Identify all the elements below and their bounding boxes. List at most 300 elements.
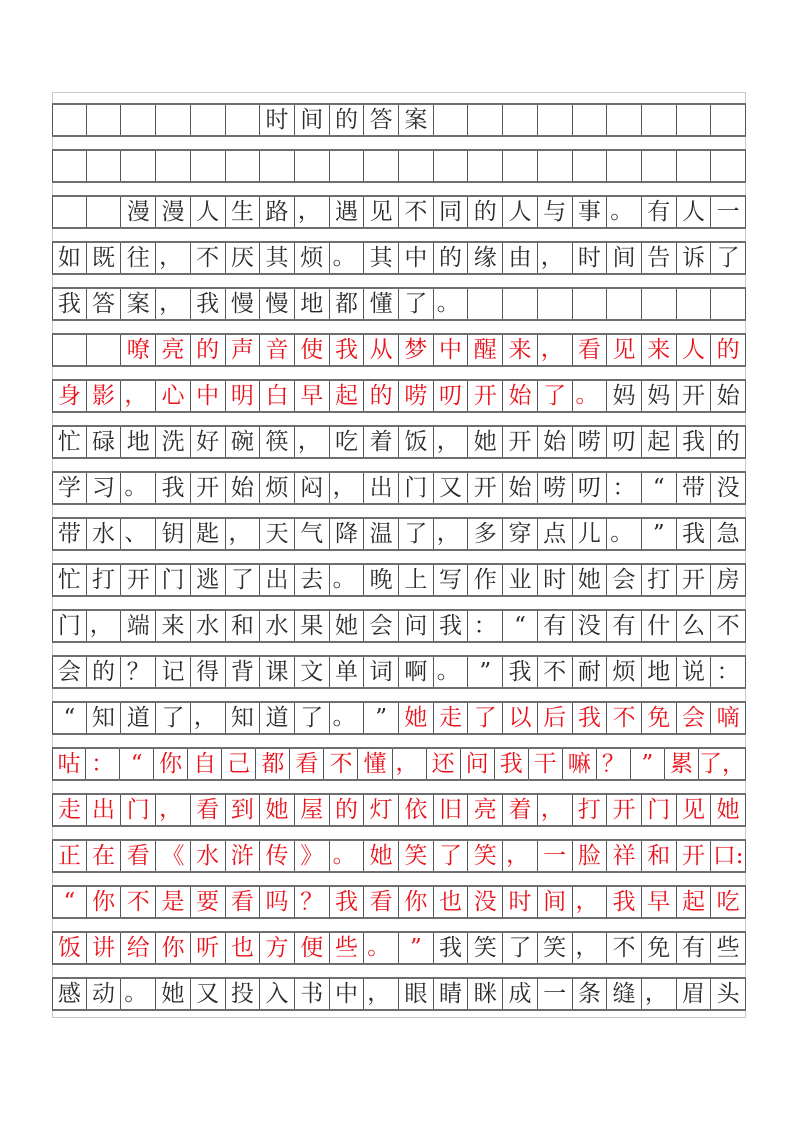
grid-cell: 案 bbox=[121, 289, 156, 319]
grid-cell: 没 bbox=[573, 611, 608, 641]
grid-cell: 她 bbox=[573, 565, 608, 595]
grid-cell: 间 bbox=[607, 243, 642, 273]
grid-cell: 课 bbox=[260, 657, 295, 687]
title-cell: 的 bbox=[330, 105, 365, 135]
grid-cell: 给 bbox=[121, 933, 156, 963]
grid-cell: 头 bbox=[711, 979, 746, 1009]
grid-row bbox=[52, 885, 746, 919]
grid-cell: 眉 bbox=[677, 979, 712, 1009]
title-cell bbox=[87, 105, 122, 135]
grid-cell: 笑 bbox=[538, 933, 573, 963]
grid-cell: 温 bbox=[364, 519, 399, 549]
grid-cell: 看 bbox=[121, 841, 156, 871]
grid-cell: 地 bbox=[642, 657, 677, 687]
grid-cell: ： bbox=[607, 473, 642, 503]
grid-cell: 看 bbox=[191, 795, 226, 825]
grid-cell: 我 bbox=[677, 427, 712, 457]
grid-cell bbox=[87, 335, 122, 365]
grid-cell: 从 bbox=[364, 335, 399, 365]
grid-cell: 。 bbox=[573, 381, 608, 411]
grid-cell: ， bbox=[573, 887, 608, 917]
grid-cell: 看 bbox=[226, 887, 261, 917]
grid-cell: 妈 bbox=[642, 381, 677, 411]
grid-cell: 些 bbox=[330, 933, 365, 963]
grid-cell: 得 bbox=[191, 657, 226, 687]
grid-cell: “ bbox=[642, 473, 677, 503]
grid-cell: 事 bbox=[573, 197, 608, 227]
grid-row bbox=[52, 379, 746, 413]
grid-row bbox=[52, 977, 746, 1011]
grid-cell: 讲 bbox=[87, 933, 122, 963]
grid-row bbox=[52, 793, 746, 827]
grid-cell: 开 bbox=[191, 473, 226, 503]
grid-cell: ， bbox=[434, 519, 469, 549]
grid-cell: 我 bbox=[573, 703, 608, 733]
grid-cell: 吃 bbox=[330, 427, 365, 457]
grid-cell: 还 bbox=[427, 749, 461, 779]
title-cell bbox=[642, 105, 677, 135]
grid-cell: 忙 bbox=[52, 565, 87, 595]
grid-cell: 影 bbox=[87, 381, 122, 411]
grid-cell: 你 bbox=[399, 887, 434, 917]
grid-cell: 我 bbox=[191, 289, 226, 319]
grid-cell: 习 bbox=[87, 473, 122, 503]
grid-cell: 业 bbox=[503, 565, 538, 595]
grid-cell: 使 bbox=[295, 335, 330, 365]
grid-cell: ” bbox=[642, 519, 677, 549]
grid-cell: 也 bbox=[226, 933, 261, 963]
grid-cell: 不 bbox=[121, 887, 156, 917]
grid-cell: 她 bbox=[156, 979, 191, 1009]
grid-cell bbox=[607, 151, 642, 181]
grid-cell: 带 bbox=[677, 473, 712, 503]
grid-cell bbox=[711, 289, 746, 319]
grid-cell: 么 bbox=[677, 611, 712, 641]
grid-cell: 见 bbox=[607, 335, 642, 365]
grid-cell: 没 bbox=[711, 473, 746, 503]
grid-cell bbox=[607, 289, 642, 319]
grid-cell: 有 bbox=[642, 197, 677, 227]
grid-cell: 、 bbox=[121, 519, 156, 549]
grid-cell: 。 bbox=[121, 473, 156, 503]
grid-cell: 出 bbox=[260, 565, 295, 595]
grid-cell: 始 bbox=[503, 473, 538, 503]
title-cell bbox=[538, 105, 573, 135]
grid-cell: 开 bbox=[468, 473, 503, 503]
grid-cell: “ bbox=[52, 887, 87, 917]
grid-cell: 了 bbox=[399, 289, 434, 319]
grid-cell: 己 bbox=[222, 749, 256, 779]
grid-cell: 道 bbox=[260, 703, 295, 733]
grid-cell: 耐 bbox=[573, 657, 608, 687]
title-cell: 案 bbox=[399, 105, 434, 135]
grid-cell: 。 bbox=[121, 979, 156, 1009]
grid-cell: ？ bbox=[121, 657, 156, 687]
grid-cell: 其 bbox=[260, 243, 295, 273]
grid-cell: 后 bbox=[538, 703, 573, 733]
title-cell bbox=[52, 105, 87, 135]
grid-cell bbox=[642, 289, 677, 319]
grid-cell: 答 bbox=[87, 289, 122, 319]
grid-cell: 水 bbox=[87, 519, 122, 549]
grid-row bbox=[52, 333, 746, 367]
grid-cell: 开 bbox=[677, 841, 712, 871]
title-cell bbox=[434, 105, 469, 135]
grid-cell: 旧 bbox=[434, 795, 469, 825]
grid-cell: 烦 bbox=[607, 657, 642, 687]
grid-cell: 不 bbox=[191, 243, 226, 273]
grid-cell: 她 bbox=[399, 703, 434, 733]
grid-cell bbox=[52, 151, 87, 181]
grid-cell: 你 bbox=[154, 749, 188, 779]
grid-cell: 降 bbox=[330, 519, 365, 549]
grid-cell: 时 bbox=[503, 887, 538, 917]
grid-cell: 了 bbox=[399, 519, 434, 549]
grid-cell: 了， bbox=[699, 749, 746, 779]
title-row bbox=[52, 103, 746, 137]
grid-cell: 一 bbox=[711, 197, 746, 227]
grid-cell: 门 bbox=[642, 795, 677, 825]
grid-cell bbox=[677, 151, 712, 181]
grid-cell: 是 bbox=[156, 887, 191, 917]
grid-cell: ？ bbox=[295, 887, 330, 917]
grid-cell: 明 bbox=[226, 381, 261, 411]
grid-cell: 有 bbox=[607, 611, 642, 641]
grid-cell: 便 bbox=[295, 933, 330, 963]
grid-cell: ” bbox=[399, 933, 434, 963]
grid-cell: 其 bbox=[364, 243, 399, 273]
grid-cell: 嘛 bbox=[563, 749, 597, 779]
grid-cell: 多 bbox=[468, 519, 503, 549]
grid-cell bbox=[503, 151, 538, 181]
grid-cell: 干 bbox=[529, 749, 563, 779]
grid-cell: 。 bbox=[330, 703, 365, 733]
grid-cell: 记 bbox=[156, 657, 191, 687]
grid-cell: 到 bbox=[226, 795, 261, 825]
title-cell bbox=[156, 105, 191, 135]
grid-cell: 着 bbox=[364, 427, 399, 457]
grid-cell: 知 bbox=[226, 703, 261, 733]
grid-cell: 儿 bbox=[573, 519, 608, 549]
grid-cell: ” bbox=[468, 657, 503, 687]
grid-cell: 诉 bbox=[677, 243, 712, 273]
grid-cell: 叨 bbox=[607, 427, 642, 457]
grid-cell: 都 bbox=[256, 749, 290, 779]
grid-cell: 脸 bbox=[573, 841, 608, 871]
grid-cell: 和 bbox=[642, 841, 677, 871]
title-cell: 时 bbox=[260, 105, 295, 135]
grid-row bbox=[52, 287, 746, 321]
grid-cell: 往 bbox=[121, 243, 156, 273]
grid-cell: 开 bbox=[503, 427, 538, 457]
grid-cell: ， bbox=[503, 841, 538, 871]
grid-cell bbox=[538, 289, 573, 319]
grid-cell: “ bbox=[503, 611, 538, 641]
grid-cell: ” bbox=[364, 703, 399, 733]
grid-cell: 知 bbox=[87, 703, 122, 733]
grid-cell: 开 bbox=[121, 565, 156, 595]
grid-row bbox=[52, 563, 746, 597]
grid-cell: ？ bbox=[597, 749, 631, 779]
grid-cell bbox=[226, 151, 261, 181]
grid-cell bbox=[677, 289, 712, 319]
grid-cell: 她 bbox=[330, 611, 365, 641]
grid-cell: 一 bbox=[538, 841, 573, 871]
grid-cell: 亮 bbox=[156, 335, 191, 365]
grid-cell: 条 bbox=[573, 979, 608, 1009]
grid-row bbox=[52, 701, 746, 735]
grid-cell: 方 bbox=[260, 933, 295, 963]
grid-cell: 词 bbox=[364, 657, 399, 687]
grid-cell: 投 bbox=[226, 979, 261, 1009]
grid-cell: 看 bbox=[290, 749, 324, 779]
title-cell bbox=[677, 105, 712, 135]
grid-cell: 正 bbox=[52, 841, 87, 871]
grid-cell: 。 bbox=[330, 243, 365, 273]
grid-cell: 我 bbox=[607, 887, 642, 917]
grid-cell: 的 bbox=[434, 243, 469, 273]
grid-cell: 不 bbox=[538, 657, 573, 687]
grid-cell: 钥 bbox=[156, 519, 191, 549]
grid-cell: 亮 bbox=[468, 795, 503, 825]
grid-cell: 白 bbox=[260, 381, 295, 411]
title-cell bbox=[121, 105, 156, 135]
grid-cell: 。 bbox=[434, 289, 469, 319]
grid-row bbox=[52, 747, 746, 781]
grid-cell: 忙 bbox=[52, 427, 87, 457]
grid-cell: 水 bbox=[191, 611, 226, 641]
grid-cell: 我 bbox=[156, 473, 191, 503]
grid-cell: 。 bbox=[607, 519, 642, 549]
grid-cell: 免 bbox=[642, 703, 677, 733]
title-cell bbox=[468, 105, 503, 135]
grid-cell bbox=[260, 151, 295, 181]
grid-cell: 书 bbox=[295, 979, 330, 1009]
grid-cell: 中 bbox=[434, 335, 469, 365]
grid-cell: ， bbox=[156, 243, 191, 273]
grid-cell: 水 bbox=[260, 611, 295, 641]
grid-cell: 睛 bbox=[434, 979, 469, 1009]
grid-cell: 的 bbox=[191, 335, 226, 365]
grid-cell bbox=[434, 151, 469, 181]
grid-cell: 了 bbox=[538, 381, 573, 411]
grid-cell: 早 bbox=[642, 887, 677, 917]
grid-cell: 啊 bbox=[399, 657, 434, 687]
grid-cell: 笑 bbox=[468, 841, 503, 871]
grid-cell: 着 bbox=[503, 795, 538, 825]
grid-cell: 她 bbox=[711, 795, 746, 825]
grid-cell: 眼 bbox=[399, 979, 434, 1009]
grid-cell: 。 bbox=[434, 657, 469, 687]
grid-cell bbox=[399, 151, 434, 181]
grid-cell: 笑 bbox=[399, 841, 434, 871]
grid-cell bbox=[191, 151, 226, 181]
grid-row bbox=[52, 517, 746, 551]
grid-cell: 一 bbox=[538, 979, 573, 1009]
grid-cell: 开 bbox=[677, 381, 712, 411]
grid-cell bbox=[538, 151, 573, 181]
grid-cell bbox=[642, 151, 677, 181]
grid-cell: 我 bbox=[677, 519, 712, 549]
grid-cell: 了 bbox=[468, 703, 503, 733]
grid-cell: 她 bbox=[364, 841, 399, 871]
title-cell: 答 bbox=[364, 105, 399, 135]
grid-cell: 祥 bbox=[607, 841, 642, 871]
grid-cell: 打 bbox=[573, 795, 608, 825]
grid-cell: 的 bbox=[330, 795, 365, 825]
title-cell bbox=[191, 105, 226, 135]
grid-cell: 气 bbox=[295, 519, 330, 549]
grid-cell: 背 bbox=[226, 657, 261, 687]
grid-row bbox=[52, 655, 746, 689]
grid-cell: 单 bbox=[330, 657, 365, 687]
grid-cell: 问 bbox=[399, 611, 434, 641]
grid-cell: 时 bbox=[538, 565, 573, 595]
grid-cell: 起 bbox=[677, 887, 712, 917]
grid-cell: 饭 bbox=[52, 933, 87, 963]
grid-cell: 咕 bbox=[52, 749, 86, 779]
grid-cell: 好 bbox=[191, 427, 226, 457]
grid-cell: ， bbox=[573, 933, 608, 963]
grid-cell: 唠 bbox=[538, 473, 573, 503]
grid-cell: 看 bbox=[573, 335, 608, 365]
grid-cell bbox=[330, 151, 365, 181]
grid-cell: 会 bbox=[364, 611, 399, 641]
grid-cell: 打 bbox=[87, 565, 122, 595]
grid-cell: 问 bbox=[461, 749, 495, 779]
grid-cell: 缝 bbox=[607, 979, 642, 1009]
grid-cell: 灯 bbox=[364, 795, 399, 825]
grid-cell: 了 bbox=[434, 841, 469, 871]
title-cell bbox=[711, 105, 746, 135]
grid-cell: 梦 bbox=[399, 335, 434, 365]
grid-row bbox=[52, 839, 746, 873]
grid-cell: 自 bbox=[188, 749, 222, 779]
grid-cell: 文 bbox=[295, 657, 330, 687]
grid-cell: 动 bbox=[87, 979, 122, 1009]
grid-cell: 嘀 bbox=[711, 703, 746, 733]
grid-cell: 听 bbox=[191, 933, 226, 963]
grid-cell: 慢 bbox=[260, 289, 295, 319]
grid-cell: 告 bbox=[642, 243, 677, 273]
grid-row bbox=[52, 931, 746, 965]
grid-cell bbox=[156, 151, 191, 181]
grid-cell: 如 bbox=[52, 243, 87, 273]
grid-cell: 始 bbox=[226, 473, 261, 503]
title-cell bbox=[503, 105, 538, 135]
grid-cell: 会 bbox=[607, 565, 642, 595]
grid-cell: 看 bbox=[364, 887, 399, 917]
grid-cell bbox=[364, 151, 399, 181]
grid-cell: 了 bbox=[711, 243, 746, 273]
grid-cell: 吃 bbox=[711, 887, 746, 917]
grid-cell: 的 bbox=[364, 381, 399, 411]
grid-cell: 吗 bbox=[260, 887, 295, 917]
grid-row bbox=[52, 241, 746, 275]
grid-cell: 》 bbox=[295, 841, 330, 871]
grid-cell: 唠 bbox=[399, 381, 434, 411]
grid-cell: ， bbox=[393, 749, 427, 779]
grid-cell: 人 bbox=[503, 197, 538, 227]
grid-cell: 起 bbox=[642, 427, 677, 457]
grid-cell: ， bbox=[538, 795, 573, 825]
grid-cell: 既 bbox=[87, 243, 122, 273]
grid-cell: ， bbox=[295, 427, 330, 457]
grid-cell: 以 bbox=[503, 703, 538, 733]
grid-cell: 门 bbox=[121, 795, 156, 825]
grid-cell: 洗 bbox=[156, 427, 191, 457]
grid-cell: 出 bbox=[364, 473, 399, 503]
grid-cell bbox=[295, 151, 330, 181]
grid-cell: 不 bbox=[607, 933, 642, 963]
grid-cell: 口: bbox=[711, 841, 746, 871]
grid-cell: 穿 bbox=[503, 519, 538, 549]
grid-cell: 传 bbox=[260, 841, 295, 871]
grid-cell: 不 bbox=[399, 197, 434, 227]
grid-cell: ， bbox=[538, 243, 573, 273]
grid-cell: 眯 bbox=[468, 979, 503, 1009]
grid-row bbox=[52, 425, 746, 459]
grid-cell: 漫 bbox=[121, 197, 156, 227]
grid-cell: 说 bbox=[677, 657, 712, 687]
grid-cell: ， bbox=[226, 519, 261, 549]
grid-cell: 我 bbox=[52, 289, 87, 319]
grid-cell bbox=[121, 151, 156, 181]
grid-cell: 端 bbox=[121, 611, 156, 641]
grid-cell: 中 bbox=[330, 979, 365, 1009]
grid-cell: 没 bbox=[468, 887, 503, 917]
grid-cell bbox=[573, 151, 608, 181]
grid-cell: 慢 bbox=[226, 289, 261, 319]
grid-cell: 叨 bbox=[573, 473, 608, 503]
grid-cell: 音 bbox=[260, 335, 295, 365]
grid-cell: 打 bbox=[642, 565, 677, 595]
grid-cell: 学 bbox=[52, 473, 87, 503]
grid-cell: 路 bbox=[260, 197, 295, 227]
grid-cell: 点 bbox=[538, 519, 573, 549]
grid-cell: 你 bbox=[87, 887, 122, 917]
grid-cell: “ bbox=[52, 703, 87, 733]
grid-cell: 见 bbox=[364, 197, 399, 227]
grid-cell: ： bbox=[468, 611, 503, 641]
grid-cell: 她 bbox=[468, 427, 503, 457]
grid-cell: ， bbox=[87, 611, 122, 641]
grid-cell: 烦 bbox=[260, 473, 295, 503]
grid-cell: 《 bbox=[156, 841, 191, 871]
grid-cell: 的 bbox=[711, 427, 746, 457]
grid-cell: 我 bbox=[495, 749, 529, 779]
grid-cell: 带 bbox=[52, 519, 87, 549]
grid-cell: 来 bbox=[642, 335, 677, 365]
grid-cell: 懂 bbox=[364, 289, 399, 319]
grid-row bbox=[52, 149, 746, 183]
grid-cell: 。 bbox=[607, 197, 642, 227]
grid-cell: 人 bbox=[191, 197, 226, 227]
grid-cell: 要 bbox=[191, 887, 226, 917]
title-cell: 间 bbox=[295, 105, 330, 135]
grid-cell: 我 bbox=[434, 611, 469, 641]
grid-cell: 了 bbox=[503, 933, 538, 963]
grid-cell: 又 bbox=[191, 979, 226, 1009]
grid-cell: 唠 bbox=[573, 427, 608, 457]
grid-cell: ， bbox=[156, 795, 191, 825]
grid-cell: 心 bbox=[156, 381, 191, 411]
grid-cell: 逃 bbox=[191, 565, 226, 595]
grid-cell: 你 bbox=[156, 933, 191, 963]
grid-cell: 浒 bbox=[226, 841, 261, 871]
grid-cell: 天 bbox=[260, 519, 295, 549]
grid-cell: ： bbox=[711, 657, 746, 687]
